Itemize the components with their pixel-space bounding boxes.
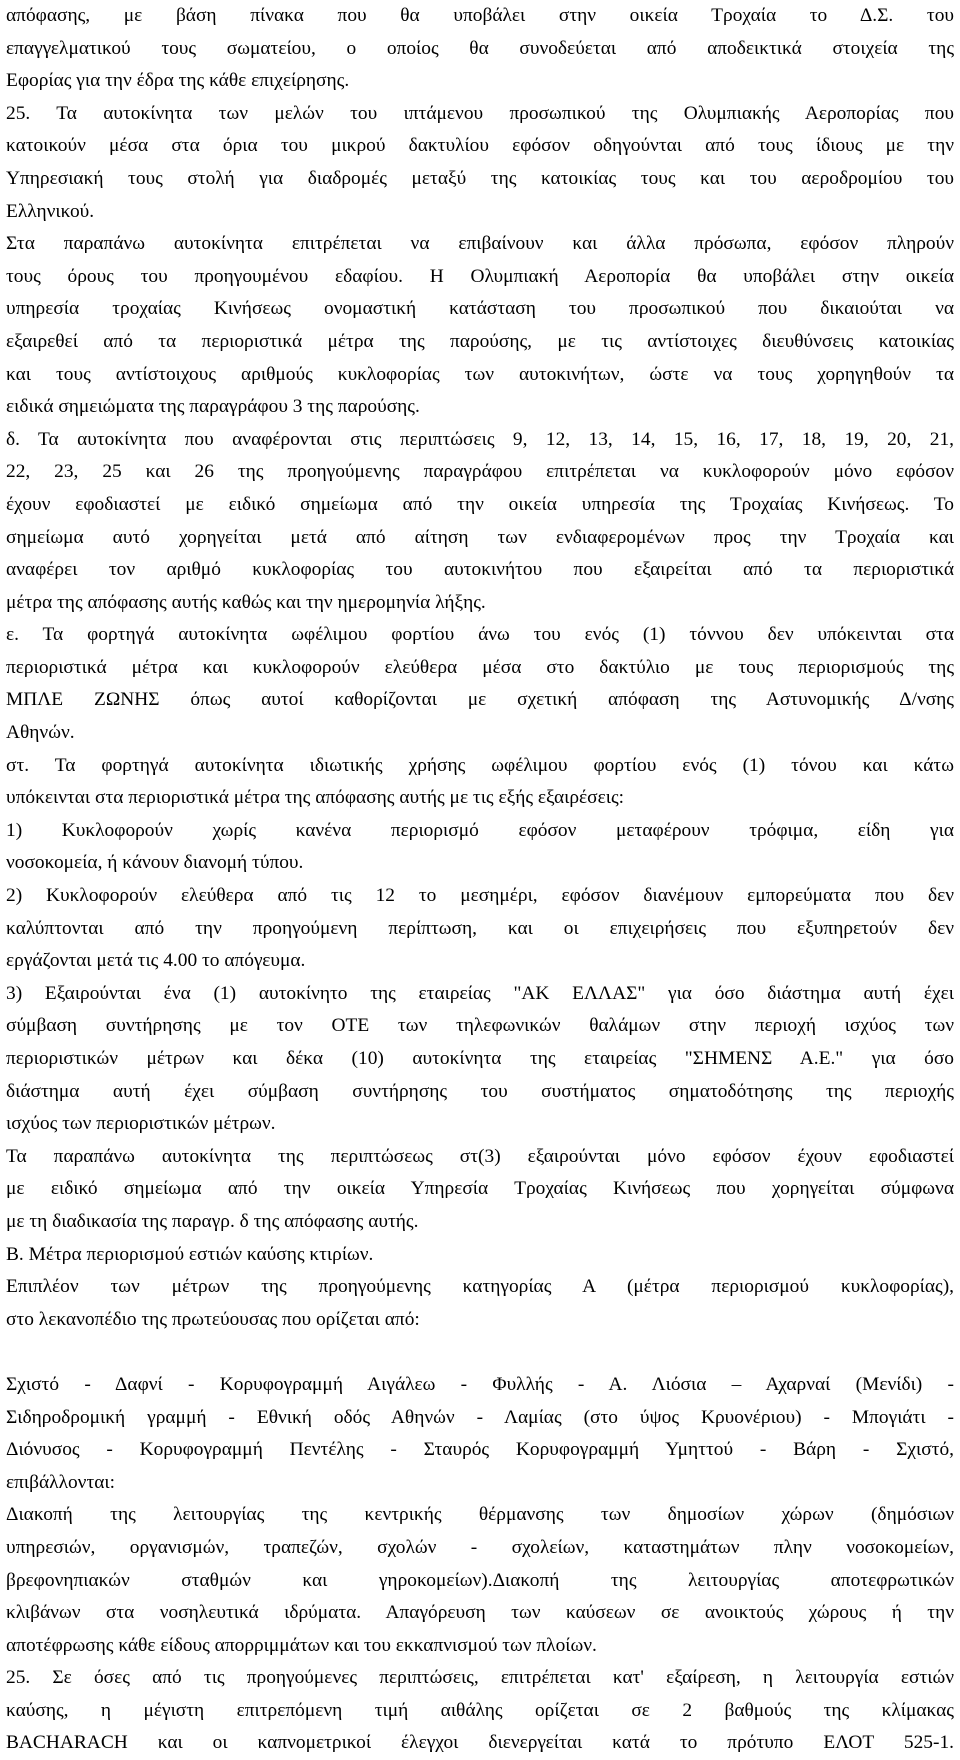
document-page [6, 0, 954, 1760]
text-line: εξαιρεθεί από τα περιοριστικά μέτρα της παρούσης, με τις αντίστοιχες διευθύνσεις κατοικίας [6, 330, 954, 352]
text-line: σημείωμα αυτό χορηγείται μετά από αίτηση των ενδιαφερομένων προς την Τροχαία και [6, 526, 954, 548]
text-line: σύμβαση συντήρησης με τον ΟΤΕ των τηλεφωνικών θαλάμων στην περιοχή ισχύος των [6, 1015, 954, 1037]
text-line: Διόνυσος - Κορυφογραμμή Πεντέλης - Σταυρός Κορυφογραμμή Υμηττού - Βάρη - Σχιστό, [6, 1439, 954, 1461]
text-line: Υπηρεσιακή τους στολή για διαδρομές μεταξύ της κατοικίας τους και του αεροδρομίου του [6, 167, 954, 189]
text-line: 25. Τα αυτοκίνητα των μελών του ιπτάμενου προσωπικού της Ολυμπιακής Αεροπορίας που [6, 102, 954, 124]
text-line: περιοριστικών μέτρων και δέκα (10) αυτοκίνητα της εταιρείας "ΣΗΜΕΝΣ Α.Ε." για όσο [6, 1048, 954, 1069]
text-line: δ. Τα αυτοκίνητα που αναφέρονται στις περιπτώσεις 9, 12, 13, 14, 15, 16, 17, 18, 19, 20, 21, [6, 428, 954, 450]
text-line: περιοριστικά μέτρα και κυκλοφορούν ελεύθερα μέσα στο δακτύλιο με τους περιορισμούς της [6, 656, 954, 678]
text-line: Αθηνών. [6, 722, 75, 744]
text-line: αποτέφρωσης κάθε είδους απορριμμάτων και του εκκαπνισμού των πλοίων. [6, 1634, 597, 1656]
text-line: επιβάλλονται: [6, 1471, 115, 1493]
text-line: καλύπτονται από την προηγούμενη περίπτωση, και οι επιχειρήσεις που εξυπηρετούν δεν [6, 917, 954, 939]
text-line: Διακοπή της λειτουργίας της κεντρικής θέρμανσης των δημοσίων χώρων (δημόσιων [6, 1504, 954, 1526]
text-line: 1) Κυκλοφορούν χωρίς κανένα περιορισμό εφόσον μεταφέρουν τρόφιμα, είδη για [6, 819, 954, 841]
text-line: νοσοκομεία, ή κάνουν διανομή τύπου. [6, 852, 304, 874]
text-line: επαγγελματικού τους σωματείου, ο οποίος θα συνοδεύεται από αποδεικτικά στοιχεία της [6, 37, 954, 59]
text-line: Εφορίας για την έδρα της κάθε επιχείρησης. [6, 70, 350, 92]
text-line: διάστημα αυτή έχει σύμβαση συντήρησης του συστήματος σηματοδότησης της περιοχής [6, 1080, 954, 1102]
text-line: στο λεκανοπέδιο της πρωτεύουσας που ορίζεται από: [6, 1308, 420, 1330]
text-line: καύσης, η μέγιστη επιτρεπόμενη τιμή αιθάλης ορίζεται σε 2 βαθμούς της κλίμακας [6, 1699, 954, 1721]
text-line: ειδικά σημειώματα της παραγράφου 3 της παρούσης. [6, 396, 420, 418]
text-line: αναφέρει τον αριθμό κυκλοφορίας του αυτοκινήτου που εξαιρείται από τα περιοριστικά [6, 559, 954, 581]
text-line: 22, 23, 25 και 26 της προηγούμενης παραγράφου επιτρέπεται να κυκλοφορούν μόνο εφόσον [6, 461, 954, 483]
text-line: 3) Εξαιρούνται ένα (1) αυτοκίνητο της εταιρείας "ΑΚ ΕΛΛΑΣ" για όσο διάστημα αυτή έχει [6, 982, 954, 1004]
text-line: με τη διαδικασία της παραγρ. δ της απόφασης αυτής. [6, 1210, 419, 1232]
text-line: με ειδικό σημείωμα από την οικεία Υπηρεσία Τροχαίας Κινήσεως που χορηγείται σύμφωνα [6, 1178, 954, 1200]
text-line: Τα παραπάνω αυτοκίνητα της περιπτώσεως στ(3) εξαιρούνται μόνο εφόσον έχουν εφοδιαστεί [6, 1145, 954, 1167]
text-line: βρεφονηπιακών σταθμών και γηροκομείων).Διακοπή της λειτουργίας αποτεφρωτικών [6, 1569, 954, 1591]
text-line: Σχιστό - Δαφνί - Κορυφογραμμή Αιγάλεω - Φυλλής - Α. Λιόσια – Αχαρναί (Μενίδι) - [6, 1373, 954, 1395]
text-line: Επιπλέον των μέτρων της προηγούμενης κατηγορίας Α (μέτρα περιορισμού κυκλοφορίας), [6, 1276, 954, 1298]
text-line: Β. Μέτρα περιορισμού εστιών καύσης κτιρίων. [6, 1243, 374, 1265]
text-line: ΜΠΛΕ ΖΩΝΗΣ όπως αυτοί καθορίζονται με σχετική απόφαση της Αστυνομικής Δ/νσης [6, 689, 954, 711]
text-line: κλιβάνων στα νοσηλευτικά ιδρύματα. Απαγόρευση των καύσεων σε ανοικτούς χώρους ή την [6, 1602, 954, 1624]
text-line: Στα παραπάνω αυτοκίνητα επιτρέπεται να επιβαίνουν και άλλα πρόσωπα, εφόσον πληρούν [6, 233, 954, 255]
text-line: BACHARACH και οι καπνομετρικοί έλεγχοι διενεργείται κατά το πρότυπο ΕΛΟΤ 525-1. [6, 1732, 954, 1754]
text-line: έχουν εφοδιαστεί με ειδικό σημείωμα από την οικεία υπηρεσία της Τροχαίας Κινήσεως. Το [6, 493, 954, 515]
text-line: εργάζονται μετά τις 4.00 το απόγευμα. [6, 950, 306, 972]
text-line: κατοικούν μέσα στα όρια του μικρού δακτυλίου εφόσον οδηγούνται από τους ίδιους με την [6, 135, 954, 157]
text-line: 25. Σε όσες από τις προηγούμενες περιπτώσεις, επιτρέπεται κατ' εξαίρεση, η λειτουργία εστιών [6, 1667, 954, 1689]
text-line: τους όρους του προηγουμένου εδαφίου. Η Ολυμπιακή Αεροπορία θα υποβάλει στην οικεία [6, 265, 954, 287]
text-line: και τους αντίστοιχους αριθμούς κυκλοφορίας των αυτοκινήτων, ώστε να τους χορηγηθούν τα [6, 363, 954, 385]
text-line: 2) Κυκλοφορούν ελεύθερα από τις 12 το μεσημέρι, εφόσον διανέμουν εμπορεύματα που δεν [6, 885, 954, 907]
text-line: υπηρεσία τροχαίας Κινήσεως ονομαστική κατάσταση του προσωπικού που δικαιούται να [6, 298, 954, 320]
text-line: Σιδηροδρομική γραμμή - Εθνική οδός Αθηνών - Λαμίας (στο ύψος Κρυονέριου) - Μπογιάτι - [6, 1406, 954, 1428]
text-line: μέτρα της απόφασης αυτής καθώς και την ημερομηνία λήξης. [6, 591, 486, 613]
blank-line [6, 1336, 954, 1369]
text-line: υπόκεινται στα περιοριστικά μέτρα της απόφασης αυτής με τις εξής εξαιρέσεις: [6, 787, 625, 809]
text-line: απόφασης, με βάση πίνακα που θα υποβάλει στην οικεία Τροχαία το Δ.Σ. του [6, 5, 954, 26]
text-line: υπηρεσιών, οργανισμών, τραπεζών, σχολών - σχολείων, καταστημάτων πλην νοσοκομείων, [6, 1536, 954, 1558]
text-line: στ. Τα φορτηγά αυτοκίνητα ιδιωτικής χρήσης ωφέλιμου φορτίου ενός (1) τόνου και κάτω [6, 754, 954, 776]
text-line: Ελληνικού. [6, 200, 95, 222]
text-line: ισχύος των περιοριστικών μέτρων. [6, 1113, 276, 1135]
text-line: ε. Τα φορτηγά αυτοκίνητα ωφέλιμου φορτίου άνω του ενός (1) τόννου δεν υπόκεινται στα [6, 624, 954, 646]
